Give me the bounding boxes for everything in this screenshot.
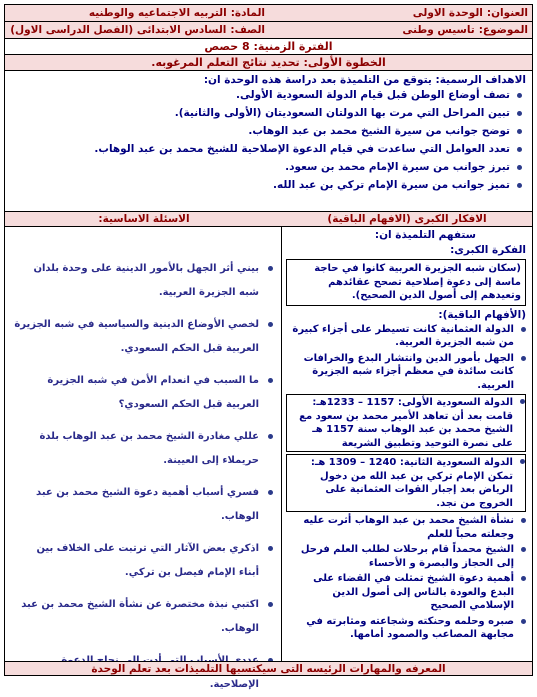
title-label: العنوان: xyxy=(486,7,528,19)
question-item: فسري أسباب أهمية دعوة الشيخ محمد بن عبد الوهاب. xyxy=(13,481,275,529)
objective-item: تميز جوانب من سيرة الإمام تركي بن عبد الله. xyxy=(11,178,522,192)
subject-cell xyxy=(5,5,269,21)
title-value: الوحدة الاولى xyxy=(412,7,483,19)
header-row-2 xyxy=(5,22,532,39)
understanding-item: نشأة الشيخ محمد بن عبد الوهاب أثرت عليه وجعلته محباً للعلم xyxy=(286,514,526,541)
question-item: اذكري بعض الآثار التي ترتبت على الخلاف بين أبناء الإمام فيصل بن تركي. xyxy=(13,537,275,585)
bullet-icon xyxy=(517,93,522,98)
bullet-icon xyxy=(268,602,273,607)
objective-item: تعدد العوامل التي ساعدت في قيام الدعوة الإصلاحية للشيخ محمد بن عبد الوهاب. xyxy=(11,142,522,156)
subject-value: التربيه الاجتماعيه والوطنيه xyxy=(88,7,227,19)
bullet-icon xyxy=(520,399,525,404)
big-idea-box: (سكان شبه الجزيرة العربية كانوا في حاجة ماسة إلى دعوة إصلاحية تصحح عقائدهم وتعيدهم إلى أصول الدين الصحيح). xyxy=(286,259,526,306)
topic-label: الموضوع: xyxy=(478,24,528,36)
bullet-icon xyxy=(520,459,525,464)
big-ideas-header: الافكار الكبرى (الافهام الباقية) xyxy=(282,212,532,226)
bullet-icon xyxy=(521,356,526,361)
subject-label: المادة: xyxy=(230,7,265,19)
bullet-icon xyxy=(517,129,522,134)
understanding-item: الشيخ محمداً قام برحلات لطلب العلم فرحل إلى الحجاز والبصرة و الأحساء xyxy=(286,543,526,570)
step-text: الخطوة الأولى: تحديد نتائج التعلم المرغوبه. xyxy=(151,56,386,69)
bullet-icon xyxy=(268,378,273,383)
bullet-icon xyxy=(268,490,273,495)
bullet-icon xyxy=(521,518,526,523)
lesson-plan-page xyxy=(4,4,533,690)
footer-text: المعرفه والمهارات الرئيسه التى سيكتسبها التلميذات بعد تعلم الوحدة xyxy=(91,662,446,675)
columns-header-row xyxy=(5,212,532,227)
question-item: الإصلاحية. xyxy=(13,649,275,697)
title-cell xyxy=(268,5,532,21)
objective-item: تصف أوضاع الوطن قبل قيام الدولة السعودية الأولى. xyxy=(11,88,522,102)
question-item: لخصي الأوضاع الدينية والسياسية في شبه الجزيرة العربية قبل الحكم السعودي. xyxy=(13,313,275,361)
bullet-icon xyxy=(517,147,522,152)
essential-questions-header: الاسئلة الاساسية: xyxy=(5,212,283,226)
bullet-icon xyxy=(521,576,526,581)
question-item: عللي مغادرة الشيخ محمد بن عبد الوهاب بلدة حريملاء إلى العيينة. xyxy=(13,425,275,473)
period-row xyxy=(5,39,532,55)
objective-item: تبرز جوانب من سيرة الإمام محمد بن سعود. xyxy=(11,160,522,174)
header-row-1 xyxy=(5,5,532,22)
grade-label: الصف: xyxy=(230,24,265,36)
footer-bar xyxy=(5,661,532,675)
question-item: اكتبي نبذة مختصرة عن نشأة الشيخ محمد بن عبد الوهاب. xyxy=(13,593,275,641)
objective-item: توضح جوانب من سيرة الشيخ محمد بن عبد الوهاب. xyxy=(11,124,522,138)
bullet-icon xyxy=(268,266,273,271)
bullet-icon xyxy=(517,183,522,188)
grade-value: السادس الابتدائى (الفصل الدراسى الاول) xyxy=(10,24,227,36)
understanding-item: الجهل بأمور الدين وانتشار البدع والخرافات كانت سائدة في معظم أجزاء شبه الجزيرة العربية. xyxy=(286,352,526,393)
lasting-understandings-label: (الأفهام الباقية): xyxy=(438,308,526,321)
grade-cell xyxy=(5,22,269,38)
topic-value: تاسيس وطنى xyxy=(402,24,475,36)
understanding-item: صبره وحلمه وحنكته وشجاعته ومثابرته في مجابهة المصاعب والصمود أمامها. xyxy=(286,615,526,642)
bullet-icon xyxy=(268,546,273,551)
understanding-item: الدولة العثمانية كانت تسيطر على أجزاء كبيرة من شبه الجزيرة العربية. xyxy=(286,323,526,350)
objectives-title: الاهداف الرسمية: يتوقع من التلميذة بعد دراسة هذه الوحدة ان: xyxy=(203,74,526,86)
bullet-icon xyxy=(268,322,273,327)
topic-cell xyxy=(268,22,532,38)
bullet-icon xyxy=(268,434,273,439)
objective-item: تبين المراحل التي مرت بها الدولتان السعوديتان (الأولى والثانية). xyxy=(11,106,522,120)
big-idea-label: الفكرة الكبرى: xyxy=(450,244,526,256)
question-item: ما السبب في انعدام الأمن في شبه الجزيرة العربية قبل الحكم السعودي؟ xyxy=(13,369,275,417)
understanding-item: أهمية دعوة الشيخ تمثلت في القضاء على البدع والعودة بالناس إلى أصول الدين الإسلامي الصحيح xyxy=(286,572,526,613)
bullet-icon xyxy=(517,111,522,116)
period-text: الفترة الزمنية: 8 حصص xyxy=(204,40,333,53)
bullet-icon xyxy=(521,619,526,624)
big-ideas-intro: ستفهم التلميذة ان: xyxy=(374,229,476,241)
understanding-item: الدولة السعودية الأولى: 1157 – 1233هـ: قامت بعد أن تعاهد الأمير محمد بن سعود مع الشيخ محمد بن عبد الوهاب سنة 1157 هـ على نصرة التوحيد وتطبيق الشريعة xyxy=(286,394,526,452)
objectives-section xyxy=(5,72,532,212)
step-row xyxy=(5,55,532,71)
question-item: بيني أثر الجهل بالأمور الدينية على وحدة بلدان شبه الجزيرة العربية. xyxy=(13,257,275,305)
big-ideas-column xyxy=(282,227,532,661)
bullet-icon xyxy=(521,327,526,332)
bullet-icon xyxy=(521,547,526,552)
bullet-icon xyxy=(517,165,522,170)
understanding-item: الدولة السعودية الثانية: 1240 – 1309 هـ: تمكن الإمام تركي بن عبد الله من دخول الرياض بعد إجبار القوات العثمانية على الخروج من نجد. xyxy=(286,454,526,512)
objectives-list xyxy=(5,88,532,192)
